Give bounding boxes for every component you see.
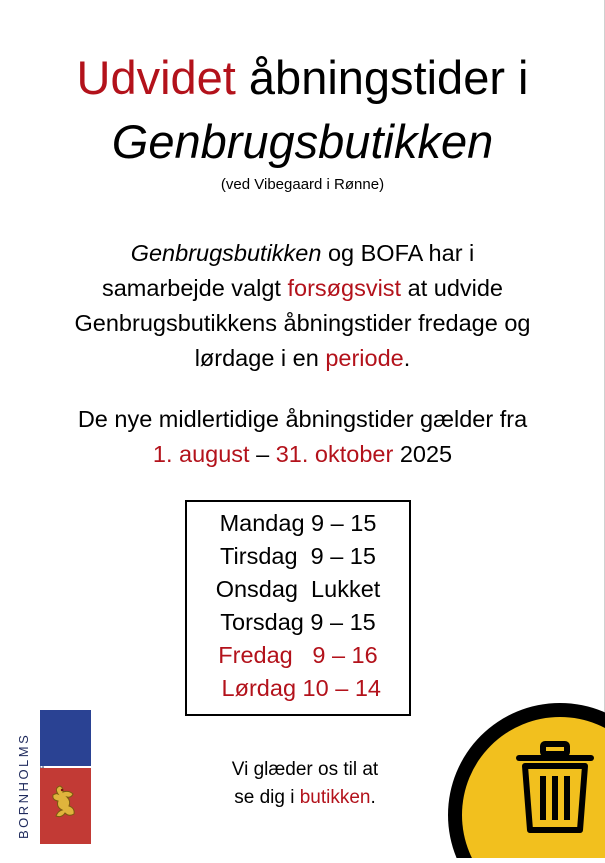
logo-name: BORNHOLMS (16, 732, 31, 839)
dates-line2 (0, 437, 605, 472)
date-from: 1. august (152, 441, 250, 467)
title-highlight: Udvidet (76, 51, 236, 104)
title-rest: åbningstider i (235, 51, 529, 104)
date-year: 2025 (393, 441, 453, 467)
intro-line3: Genbrugsbutikkens åbningstider fredage og (74, 310, 531, 336)
intro-line4 (0, 341, 605, 376)
intro-line2 (0, 271, 605, 306)
intro-line1 (0, 236, 605, 271)
bornholm-coat-of-arms-icon (40, 768, 91, 844)
logo-blue-field (40, 710, 91, 766)
intro-highlight-trial: forsøgsvist (287, 275, 402, 301)
bornholm-logo (12, 708, 92, 846)
closing-highlight-store: butikken (299, 787, 371, 808)
date-to: 31. oktober (275, 441, 394, 467)
intro-line2-b: at udvide (401, 275, 503, 301)
intro-store-name: Genbrugsbutikken (130, 240, 322, 266)
closing-message (165, 756, 445, 812)
hours-row-tuesday: Tirsdag 9 – 15 (220, 543, 376, 569)
intro-line4-b: . (403, 345, 411, 371)
location-subtitle: (ved Vibegaard i Rønne) (220, 176, 385, 193)
hours-row-monday: Mandag 9 – 15 (219, 510, 377, 536)
date-dash: – (249, 441, 276, 467)
dates-paragraph (0, 402, 605, 472)
page-title-line2: Genbrugsbutikken (111, 115, 494, 168)
closing-line2-a: se dig i (234, 787, 300, 808)
hours-row-friday: Fredag 9 – 16 (218, 642, 378, 668)
closing-line1: Vi glæder os til at (231, 759, 379, 780)
closing-line2-b: . (370, 787, 376, 808)
intro-paragraph (0, 236, 605, 376)
trash-bin-icon (430, 680, 605, 858)
intro-highlight-period: periode (325, 345, 404, 371)
hours-row-thursday: Torsdag 9 – 15 (220, 609, 376, 635)
closing-line2 (165, 784, 445, 812)
logo-red-field (40, 768, 91, 844)
intro-line2-a: samarbejde valgt (101, 275, 288, 301)
hours-row-wednesday: Onsdag Lukket (215, 576, 381, 602)
hours-row-saturday: Lørdag 10 – 14 (215, 675, 381, 701)
opening-hours-box (185, 500, 411, 716)
intro-line1-rest: og BOFA har i (321, 240, 475, 266)
bin-corner-graphic (430, 680, 605, 858)
page-title-line1 (0, 50, 605, 106)
intro-line4-a: lørdage i en (194, 345, 326, 371)
dates-line1: De nye midlertidige åbningstider gælder fra (77, 406, 528, 432)
